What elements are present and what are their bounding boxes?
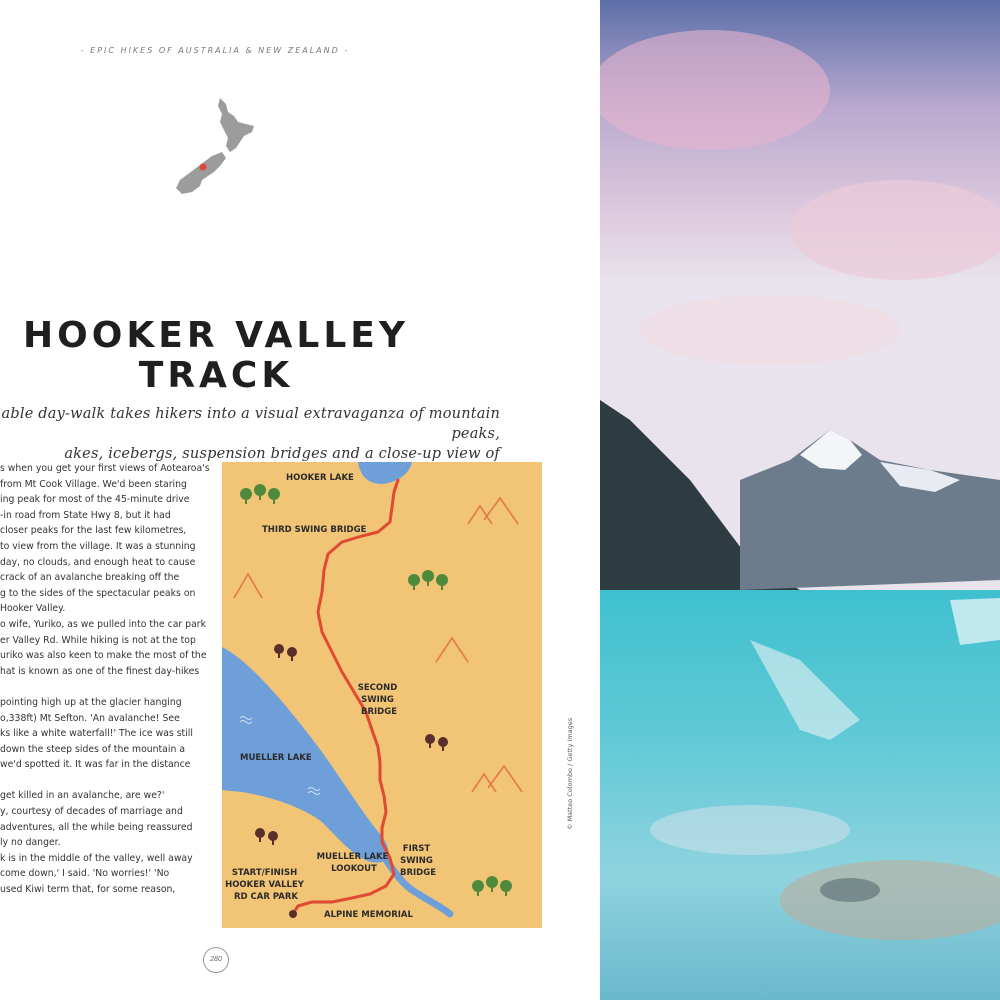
- body-text-line: ly no danger.: [0, 837, 61, 849]
- body-text-line: o wife, Yuriko, as we pulled into the car park: [0, 618, 206, 630]
- body-text-line: day, no clouds, and enough heat to cause: [0, 556, 196, 568]
- body-text-line: ing peak for most of the 45-minute drive: [0, 494, 190, 506]
- label-mueller-lake-lookout-line-2: LOOKOUT: [331, 864, 377, 874]
- body-text-line: get killed in an avalanche, are we?': [0, 790, 165, 802]
- new-zealand-locator-map: [168, 96, 263, 201]
- label-first-swing-bridge: [400, 844, 436, 878]
- body-text-line: pointing high up at the glacier hanging: [0, 696, 182, 708]
- body-text-line: o,338ft) Mt Sefton. 'An avalanche! See: [0, 712, 180, 724]
- body-text-column: [0, 461, 212, 898]
- label-mueller-lake: MUELLER LAKE: [240, 753, 312, 763]
- body-text-line: hat is known as one of the finest day-hikes: [0, 665, 200, 677]
- body-text-line: we'd spotted it. It was far in the distance: [0, 759, 191, 771]
- body-text-line: crack of an avalanche breaking off the: [0, 572, 180, 584]
- body-text-line: come down,' I said. 'No worries!' 'No: [0, 868, 170, 880]
- body-text-line: closer peaks for the last few kilometres,: [0, 525, 187, 537]
- body-text-line: adventures, all the while being reassured: [0, 821, 193, 833]
- body-text-line: y, courtesy of decades of marriage and: [0, 806, 183, 818]
- body-text-line: from Mt Cook Village. We'd been staring: [0, 478, 187, 490]
- body-text-line: k is in the middle of the valley, well away: [0, 852, 193, 864]
- body-text-line: g to the sides of the spectacular peaks on: [0, 587, 196, 599]
- label-second-swing-bridge: [358, 683, 401, 717]
- label-first-swing-bridge-line-1: FIRST: [402, 844, 431, 854]
- paragraph-gap: [0, 679, 212, 695]
- body-text-line: s when you get your first views of Aotearoa's: [0, 463, 210, 474]
- label-start-finish-line-2: HOOKER VALLEY: [225, 880, 304, 890]
- location-marker-icon: [200, 164, 207, 171]
- south-island-shape: [176, 152, 226, 194]
- label-second-swing-bridge-line-2: SWING: [361, 695, 394, 705]
- standfirst-line-1: able day-walk takes hikers into a visual extravaganza of mountain peaks,: [1, 406, 500, 442]
- north-island-shape: [218, 98, 254, 152]
- label-first-swing-bridge-line-2: SWING: [400, 856, 433, 866]
- label-mueller-lake-lookout-line-1: MUELLER LAKE: [316, 852, 389, 862]
- paragraph-gap: [0, 773, 212, 789]
- photo-credit: © Matteo Colombo / Getty Images: [566, 717, 574, 830]
- body-text-line: ks like a white waterfall!' The ice was still: [0, 728, 193, 740]
- label-hooker-lake: HOOKER LAKE: [286, 473, 354, 483]
- body-text-line: er Valley Rd. While hiking is not at the top: [0, 634, 196, 646]
- body-text-line: down the steep sides of the mountain a: [0, 743, 186, 755]
- standfirst-line-2: akes, icebergs, suspension bridges and a close-up view of: [64, 446, 500, 462]
- label-second-swing-bridge-line-3: BRIDGE: [360, 707, 398, 717]
- start-point-icon: [289, 910, 297, 918]
- label-start-finish-line-3: RD CAR PARK: [233, 892, 299, 902]
- label-alpine-memorial: ALPINE MEMORIAL: [324, 910, 413, 920]
- running-head: - EPIC HIKES OF AUSTRALIA & NEW ZEALAND -: [80, 46, 350, 55]
- title-line-2: TRACK: [138, 355, 294, 396]
- label-third-swing-bridge: THIRD SWING BRIDGE: [262, 525, 367, 535]
- title-line-1: HOOKER VALLEY: [23, 315, 409, 356]
- body-text-line: -in road from State Hwy 8, but it had: [0, 509, 171, 521]
- aoraki-mt-cook-photo: [600, 0, 1000, 1000]
- body-text-line: to view from the village. It was a stunning: [0, 540, 196, 552]
- label-first-swing-bridge-line-3: BRIDGE: [399, 868, 437, 878]
- page-title: [0, 316, 432, 396]
- body-text-line: used Kiwi term that, for some reason,: [0, 884, 176, 896]
- label-start-finish-line-1: START/FINISH: [231, 868, 298, 878]
- route-map: [222, 462, 542, 928]
- body-text-line: Hooker Valley.: [0, 603, 66, 615]
- body-text-line: uriko was also keen to make the most of the: [0, 650, 207, 662]
- label-start-finish: [225, 868, 307, 902]
- label-second-swing-bridge-line-1: SECOND: [357, 683, 398, 693]
- page-number: 280: [203, 947, 229, 973]
